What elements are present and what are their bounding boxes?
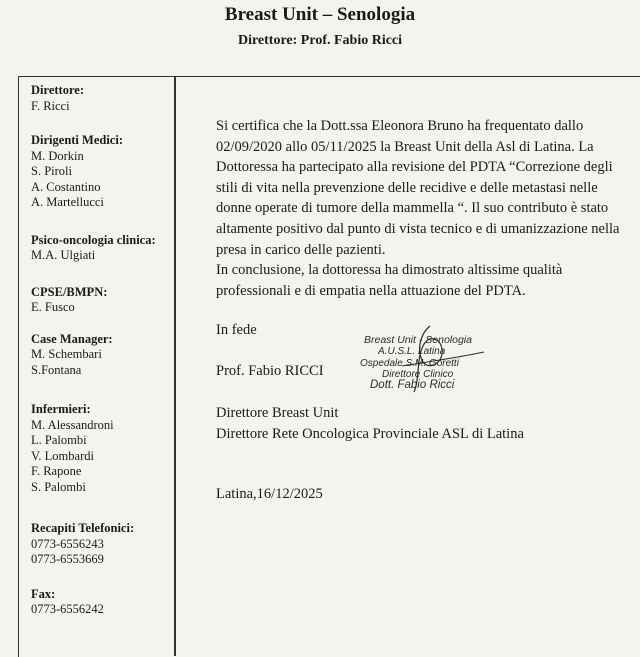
sidebar-section-case-manager: [31, 332, 171, 379]
sidebar-section-psycho-oncology: [31, 233, 171, 264]
sidebar-section-fax: [31, 587, 171, 618]
sidebar-name: L. Palombi: [31, 433, 87, 447]
sidebar-phone: 0773-6553669: [31, 552, 104, 566]
column-divider: [174, 76, 176, 656]
signatory-roles: [216, 403, 630, 444]
sidebar-section-doctors: [31, 133, 171, 211]
page-title: Breast Unit – Senologia: [224, 4, 416, 25]
stamp-line: Breast Unit - Senologia: [364, 334, 472, 346]
director-subtitle: Direttore: Prof. Fabio Ricci: [237, 33, 403, 48]
sidebar-name: E. Fusco: [31, 300, 75, 314]
sidebar-fax: 0773-6556242: [31, 602, 104, 616]
sidebar-name: M. Alessandroni: [31, 417, 114, 432]
sidebar-name: A. Martellucci: [31, 195, 104, 209]
sidebar-name: A. Costantino: [31, 179, 101, 194]
sidebar-name: M. Schembari: [31, 347, 102, 361]
sidebar-section-phones: [31, 521, 171, 568]
sidebar-heading: Infermieri:: [31, 402, 91, 416]
stamp-line: A.U.S.L. Latina: [378, 346, 446, 357]
sidebar-heading: Direttore:: [31, 83, 84, 97]
sidebar-name: M. Dorkin: [31, 148, 84, 163]
sidebar-section-nurses: [31, 402, 171, 495]
sidebar-name: M.A. Ulgiati: [31, 248, 96, 262]
sidebar-heading: Psico-oncologia clinica:: [31, 232, 156, 247]
staff-sidebar: [31, 83, 171, 632]
closing-text: In fede: [216, 322, 257, 338]
certification-paragraph: Si certifica che la Dott.ssa Eleonora Bruno ha frequentato dallo 02/09/2020 allo 05/11/2025 la Breast Unit della Asl di Latina. La Dottoressa ha partecipato alla revisione del PDTA “Correzione degli stili di vita nella prevenzione delle recidive e delle metastasi nelle donne operate di tumore della mammella “. Il suo contributo è stato altamente positivo dal punto di vista tecnico e di umanizzazione nella presa in carico delle pazienti.: [216, 118, 620, 258]
sidebar-name: S. Piroli: [31, 164, 72, 178]
sidebar-name: S.Fontana: [31, 362, 82, 377]
sidebar-heading: Fax:: [31, 586, 56, 601]
role-breast-unit: Direttore Breast Unit: [216, 405, 339, 421]
sidebar-name: S. Palombi: [31, 479, 86, 494]
conclusion-paragraph: In conclusione, la dottoressa ha dimostrato altissime qualità professionali e di empatia nella attuazione del PDTA.: [216, 262, 563, 299]
sidebar-heading: CPSE/BMPN:: [31, 284, 108, 299]
role-oncology-network: Direttore Rete Oncologica Provinciale ASL di Latina: [216, 425, 524, 442]
letter-body: [216, 116, 630, 301]
sidebar-section-cpse: [31, 285, 171, 316]
sidebar-heading: Dirigenti Medici:: [31, 133, 123, 147]
sidebar-heading: Case Manager:: [31, 331, 113, 346]
place-date: Latina,16/12/2025: [216, 486, 323, 502]
sidebar-heading: Recapiti Telefonici:: [31, 521, 135, 535]
sidebar-name: F. Rapone: [31, 464, 82, 478]
stamp-line: Ospedale S.M. Goretti: [360, 358, 459, 369]
sidebar-phone: 0773-6556243: [31, 536, 104, 551]
stamp-line: Dott. Fabio Ricci: [370, 379, 455, 391]
signatory-name: Prof. Fabio RICCI: [216, 363, 324, 379]
sidebar-name: F. Ricci: [31, 98, 70, 113]
sidebar-section-director: [31, 83, 171, 114]
official-stamp: [356, 322, 496, 400]
sidebar-name: V. Lombardi: [31, 448, 94, 463]
stamp-line: Direttore Clinico: [382, 369, 454, 380]
